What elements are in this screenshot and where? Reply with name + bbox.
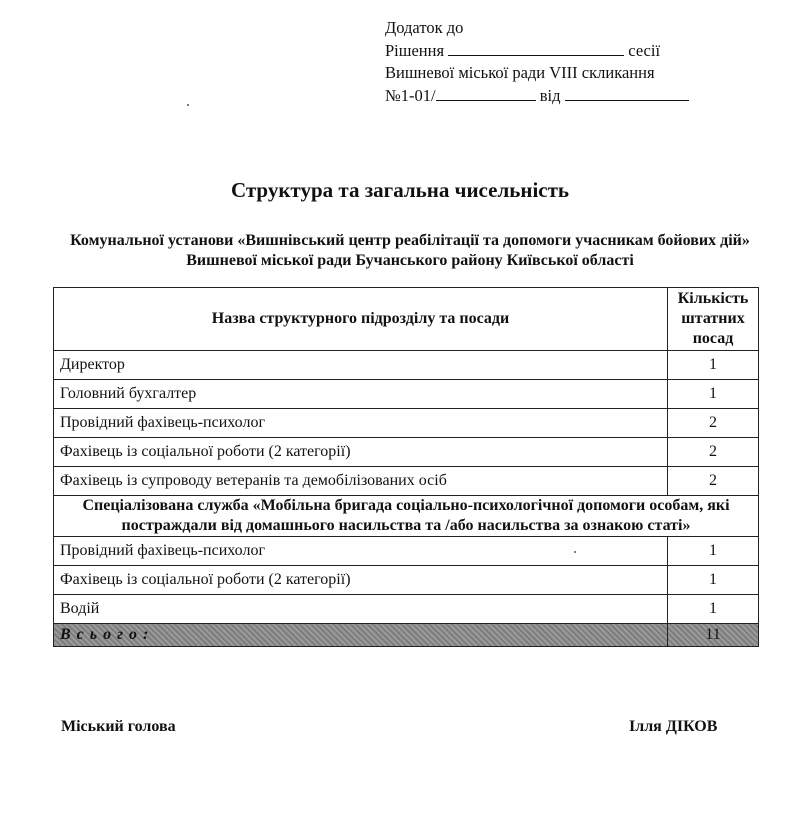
position-name: Головний бухгалтер	[54, 380, 668, 409]
document-subtitle: Комунальної установи «Вишнівський центр реабілітації та допомоги учасникам бойових дій» Вишневої міської ради Бучанського району Київської області	[70, 232, 750, 269]
scan-speck	[187, 104, 189, 106]
session-label: сесії	[628, 40, 661, 60]
table-row	[54, 438, 759, 467]
position-count: 1	[668, 380, 759, 409]
table-row	[54, 380, 759, 409]
decision-label: Рішення	[385, 40, 445, 60]
signature-position: Міський голова	[61, 718, 176, 735]
position-count: 1	[668, 595, 759, 624]
number-blank	[436, 86, 536, 101]
table-row	[54, 351, 759, 380]
total-row	[54, 624, 759, 647]
position-count: 1	[668, 566, 759, 595]
table-row	[54, 537, 759, 566]
table-row	[54, 595, 759, 624]
position-count: 2	[668, 409, 759, 438]
position-count: 1	[668, 537, 759, 566]
addendum-line-1: Додаток до	[385, 18, 464, 37]
position-count: 2	[668, 467, 759, 496]
position-name: Провідний фахівець-психолог	[54, 537, 668, 566]
session-blank	[448, 41, 624, 56]
section-title: Спеціалізована служба «Мобільна бригада соціально-психологічної допомоги особам, які постраждали від домашнього насильства та /або насильства за ознакою статі»	[54, 496, 759, 537]
header-position-name: Назва структурного підрозділу та посади	[54, 288, 668, 351]
table-header-row	[54, 288, 759, 351]
table-row	[54, 409, 759, 438]
addendum-block	[385, 17, 689, 107]
position-name: Водій	[54, 595, 668, 624]
addendum-line-2	[385, 40, 689, 63]
section-header-row	[54, 496, 759, 537]
addendum-line-3: Вишневої міської ради VIII скликання	[385, 63, 655, 82]
document-title: Структура та загальна чисельність	[230, 178, 570, 202]
total-label: Всього:	[54, 624, 668, 647]
position-count: 1	[668, 351, 759, 380]
date-blank	[565, 86, 689, 101]
position-count: 2	[668, 438, 759, 467]
date-label: від	[539, 85, 561, 105]
number-label: №1-01/	[385, 85, 436, 105]
table-row	[54, 566, 759, 595]
position-name: Фахівець із соціальної роботи (2 категорії)	[54, 438, 668, 467]
total-value: 11	[668, 624, 759, 647]
position-name: Фахівець із супроводу ветеранів та демобілізованих осіб	[54, 467, 668, 496]
scan-speck	[574, 551, 576, 553]
position-name: Фахівець із соціальної роботи (2 категорії)	[54, 566, 668, 595]
signature-name: Ілля ДІКОВ	[629, 718, 718, 735]
staff-table	[53, 287, 759, 647]
position-name: Провідний фахівець-психолог	[54, 409, 668, 438]
position-name: Директор	[54, 351, 668, 380]
table-row	[54, 467, 759, 496]
addendum-line-4	[385, 85, 689, 108]
header-position-count: Кількість штатних посад	[668, 288, 759, 351]
